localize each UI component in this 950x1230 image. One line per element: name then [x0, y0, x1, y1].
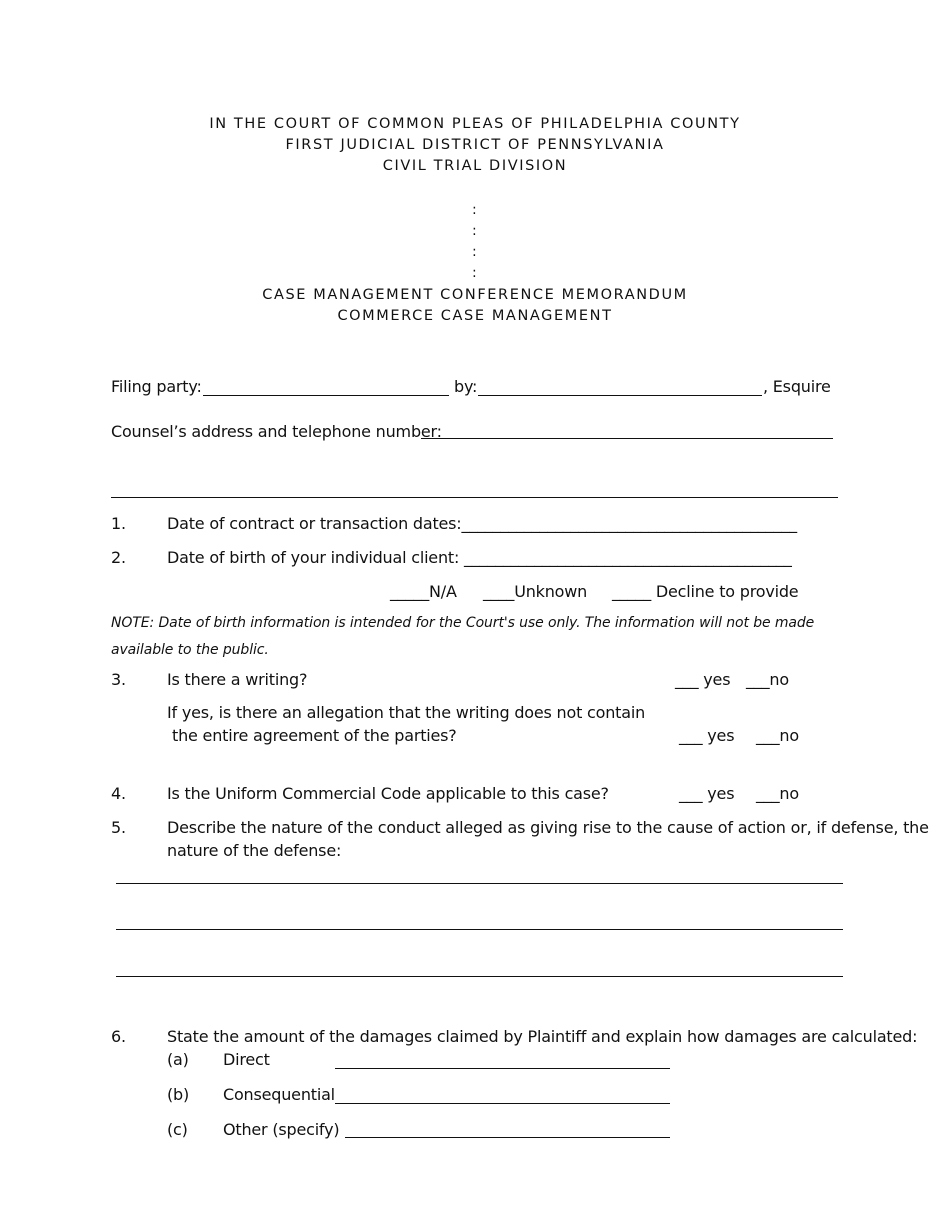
ucc-yes-option[interactable]: ___ yes [679, 784, 735, 803]
sub-item-letter: (b) [167, 1085, 190, 1104]
direct-damages-label: Direct [223, 1050, 270, 1069]
writing-no-option[interactable]: ___no [746, 670, 789, 689]
item-number: 5. [111, 818, 126, 837]
conduct-description-field[interactable] [116, 976, 843, 977]
other-damages-field[interactable] [345, 1137, 670, 1138]
filing-party-field[interactable] [203, 395, 449, 396]
court-heading: IN THE COURT OF COMMON PLEAS OF PHILADELPHIA COUNTY [209, 116, 741, 132]
caption-colon: : [472, 265, 477, 281]
ucc-question: Is the Uniform Commercial Code applicable to this case? [167, 784, 609, 803]
item-number: 2. [111, 548, 126, 567]
division-heading: CIVIL TRIAL DIVISION [382, 158, 568, 174]
birth-date-field[interactable]: Date of birth of your individual client: __________________________________________ [167, 548, 792, 567]
counsel-address-field[interactable] [421, 438, 833, 439]
allegation-no-option[interactable]: ___no [756, 726, 799, 745]
conduct-description-field[interactable] [116, 883, 843, 884]
birth-date-decline-option[interactable]: _____ Decline to provide [612, 582, 799, 601]
esquire-label: , Esquire [763, 377, 831, 396]
damages-question: State the amount of the damages claimed by Plaintiff and explain how damages are calculated: [167, 1027, 918, 1046]
contract-date-field[interactable]: Date of contract or transaction dates:___________________________________________ [167, 514, 797, 533]
caption-colon: : [472, 244, 477, 260]
by-label: by: [454, 377, 478, 396]
consequential-damages-label: Consequential [223, 1085, 335, 1104]
item-number: 3. [111, 670, 126, 689]
document-title: CASE MANAGEMENT CONFERENCE MEMORANDUM [262, 287, 688, 303]
conduct-description-question: Describe the nature of the conduct alleged as giving rise to the cause of action or, if defense, the [167, 818, 929, 837]
conduct-description-field[interactable] [116, 929, 843, 930]
district-heading: FIRST JUDICIAL DISTRICT OF PENNSYLVANIA [285, 137, 665, 153]
caption-colon: : [472, 223, 477, 239]
counsel-address-label: Counsel’s address and telephone number: [111, 422, 442, 441]
conduct-description-question-continued: nature of the defense: [167, 841, 342, 860]
ucc-no-option[interactable]: ___no [756, 784, 799, 803]
attorney-name-field[interactable] [478, 395, 762, 396]
item-number: 4. [111, 784, 126, 803]
writing-yes-option[interactable]: ___ yes [675, 670, 731, 689]
allegation-yes-option[interactable]: ___ yes [679, 726, 735, 745]
sub-item-letter: (c) [167, 1120, 188, 1139]
privacy-note: NOTE: Date of birth information is intended for the Court's use only. The information will not be made [111, 615, 815, 631]
caption-colon: : [472, 202, 477, 218]
filing-party-label: Filing party: [111, 377, 202, 396]
writing-question: Is there a writing? [167, 670, 308, 689]
item-number: 1. [111, 514, 126, 533]
direct-damages-field[interactable] [335, 1068, 670, 1069]
allegation-question-continued: the entire agreement of the parties? [172, 726, 457, 745]
consequential-damages-field[interactable] [335, 1103, 670, 1104]
birth-date-unknown-option[interactable]: ____Unknown [483, 582, 588, 601]
counsel-address-field-line2[interactable] [111, 497, 838, 498]
allegation-question: If yes, is there an allegation that the writing does not contain [167, 703, 646, 722]
other-damages-label: Other (specify) [223, 1120, 340, 1139]
sub-item-letter: (a) [167, 1050, 189, 1069]
privacy-note-continued: available to the public. [111, 642, 269, 658]
document-subtitle: COMMERCE CASE MANAGEMENT [337, 308, 613, 324]
item-number: 6. [111, 1027, 126, 1046]
birth-date-na-option[interactable]: _____N/A [390, 582, 457, 601]
